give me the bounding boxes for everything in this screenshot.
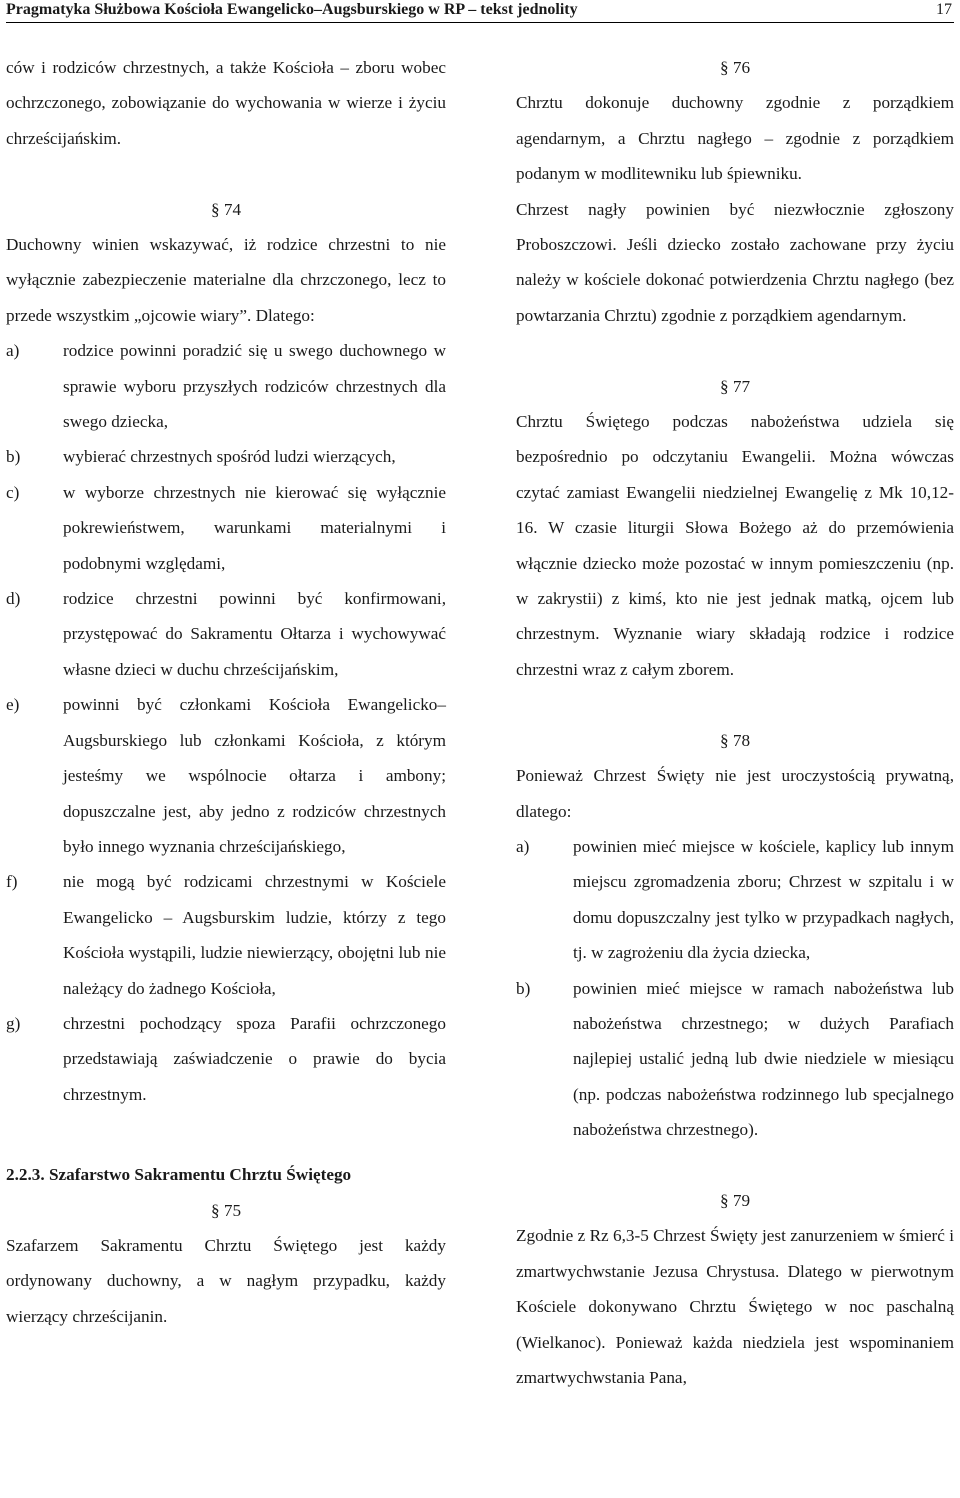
right-column xyxy=(516,50,954,1395)
section-79-heading: § 79 xyxy=(719,1190,751,1210)
list-item: c) w wyborze chrzestnych nie kierować się wyłącznie pokrewieństwem, warunkami materialnymi i podobnymi względami, xyxy=(6,482,446,573)
section-76-heading: § 76 xyxy=(719,58,751,77)
section-76-text-2: Chrzest nagły powinien być niezwłocznie zgłoszony Proboszczowi. Jeśli dziecko zostało zachowane przy życiu należy w kościele dokonać potwierdzenia Chrztu nagłego (bez powtarzania Chrztu) zgodnie z porządkiem agendarnym. xyxy=(516,199,954,325)
section-77-heading: § 77 xyxy=(719,376,751,396)
left-column xyxy=(6,50,446,1334)
section-79-text: Zgodnie z Rz 6,3-5 Chrzest Święty jest zanurzeniem w śmierć i zmartwychwstanie Jezusa Chrystusa. Dlatego w pierwotnym Kościele dokonywano Chrztu Świętego w noc paschalną (Wielkanoc). Ponieważ każda niedziela jest wspominaniem zmartwychwstania Pana, xyxy=(516,1226,954,1387)
header-title: Pragmatyka Służbowa Kościoła Ewangelicko–Augsburskiego w RP – tekst jednolity xyxy=(6,1,578,18)
section-76-text: Chrztu dokonuje duchowny zgodnie z porządkiem agendarnym, a Chrztu nagłego – zgodnie z porządkiem podanym w modlitewniku lub śpiewniku. xyxy=(516,93,954,184)
section-74-list xyxy=(6,333,446,1112)
section-75-heading: § 75 xyxy=(210,1200,242,1220)
list-item: a) rodzice powinni poradzić się u swego duchownego w sprawie wyboru przyszłych rodziców chrzestnych dla swego dziecka, xyxy=(6,341,446,432)
list-item: g) chrzestni pochodzący spoza Parafii ochrzczonego przedstawiają zaświadczenie o prawie do bycia chrzestnym. xyxy=(6,1013,446,1104)
list-item: a) powinien mieć miejsce w kościele, kaplicy lub innym miejscu zgromadzenia zboru; Chrzest w szpitalu i w domu dopuszczalny jest tylko w przypadkach nagłych, tj. w zagrożeniu dla życia dziecka, xyxy=(516,836,954,963)
list-item: f) nie mogą być rodzicami chrzestnymi w Kościele Ewangelicko – Augsburskim ludzie, którzy z tego Kościoła wystąpili, ludzie niewierzący, obojętni lub nie należący do żadnego Kościoła, xyxy=(6,872,446,998)
section-78-text: Ponieważ Chrzest Święty nie jest uroczystością prywatną, dlatego: xyxy=(516,766,954,821)
section-74-text: Duchowny winien wskazywać, iż rodzice chrzestni to nie wyłącznie zabezpieczenie materialne dla chrzczonego, lecz to przede wszystkim „ojcowie wiary”. Dlatego: xyxy=(6,235,446,325)
section-75-text: Szafarzem Sakramentu Chrztu Świętego jest każdy ordynowany duchowny, a w nagłym przypadku, każdy wierzący chrześcijanin. xyxy=(6,1235,446,1326)
chapter-heading: 2.2.3. Szafarstwo Sakramentu Chrztu Świętego xyxy=(6,1165,352,1185)
page-header xyxy=(6,0,954,23)
list-item: b) wybierać chrzestnych spośród ludzi wierzących, xyxy=(6,447,396,467)
list-item: e) powinni być członkami Kościoła Ewangelicko–Augsburskiego lub członkami Kościoła, z którym jesteśmy we wspólnocie ołtarza i ambony; dopuszczalne jest, aby jedno z rodziców chrzestnych było innego wyznania chrześcijańskiego, xyxy=(6,695,446,856)
intro-paragraph: ców i rodziców chrzestnych, a także Kościoła – zboru wobec ochrzczonego, zobowiązanie do wychowania w wierze i życiu chrześcijańskim. xyxy=(6,58,446,148)
page-number: 17 xyxy=(936,1,952,18)
section-77-text: Chrztu Świętego podczas nabożeństwa udziela się bezpośrednio po odczytaniu Ewangelii. Można wówczas czytać zamiast Ewangelii niedzielnej Ewangelię z Mk 10,12-16. W czasie liturgii Słowa Bożego aż do przemówienia włącznie dziecko może pozostać w innym pomieszczeniu (np. w zakrystii) z kimś, kto nie jest jednak matką, ojcem lub chrzestnym. Wyznanie wiary składają rodzice i rodzice chrzestni wraz z całym zborem. xyxy=(516,412,954,679)
section-78-list xyxy=(516,829,954,1148)
list-item: d) rodzice chrzestni powinni być konfirmowani, przystępować do Sakramentu Ołtarza i wychowywać własne dzieci w duchu chrześcijańskim, xyxy=(6,589,446,679)
section-74-heading: § 74 xyxy=(210,199,242,219)
section-78-heading: § 78 xyxy=(719,730,751,750)
list-item: b) powinien mieć miejsce w ramach nabożeństwa lub nabożeństwa chrzestnego; w dużych Parafiach najlepiej ustalić jedną lub dwie niedziele w miesiącu (np. podczas nabożeństwa rodzinnego lub specjalnego nabożeństwa chrzestnego). xyxy=(516,978,954,1140)
